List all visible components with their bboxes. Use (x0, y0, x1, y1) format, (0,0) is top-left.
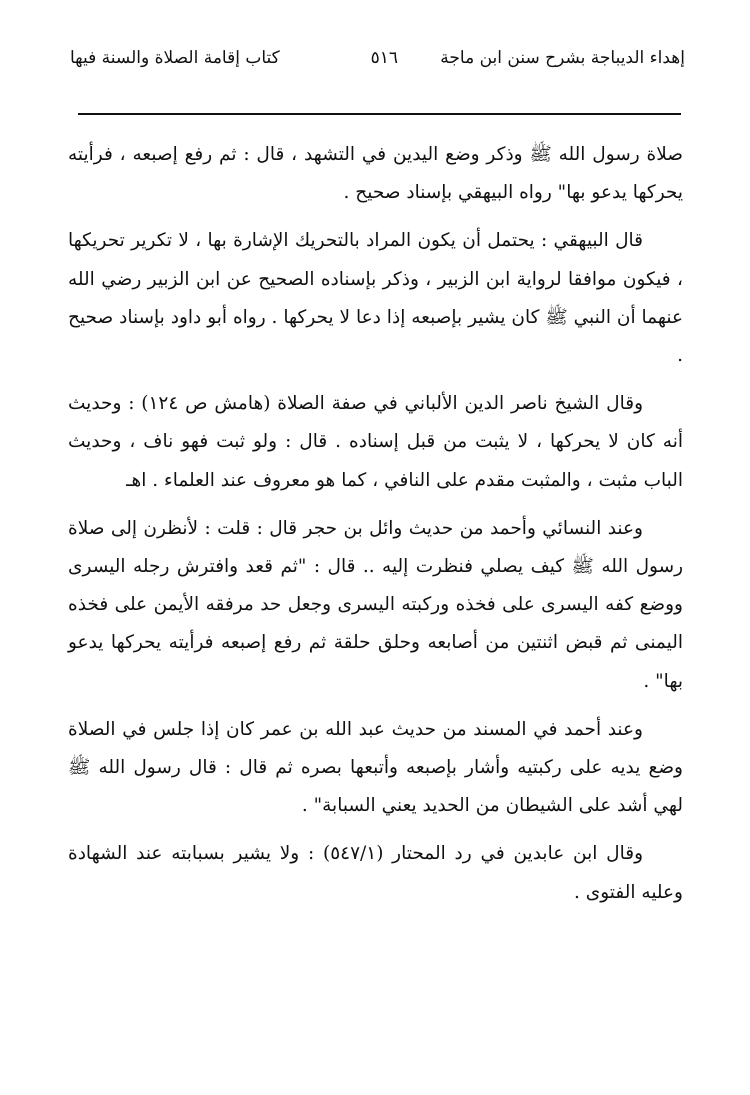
page-body (68, 136, 683, 912)
paragraph-2: قال البيهقي : يحتمل أن يكون المراد بالتحريك الإشارة بها ، لا تكرير تحريكها ، فيكون موافقا لرواية ابن الزبير ، وذكر بإسناده الصحيح عن ابن الزبير رضي الله عنهما أن النبي ﷺ كان يشير بإصبعه إذا دعا لا يحركها . رواه أبو داود بإسناد صحيح . (68, 230, 683, 367)
header-divider (78, 113, 681, 115)
paragraph-1: صلاة رسول الله ﷺ وذكر وضع اليدين في التشهد ، قال : ثم رفع إصبعه ، فرأيته يحركها يدعو بها" رواه البيهقي بإسناد صحيح . (68, 144, 683, 204)
paragraph-6: وقال ابن عابدين في رد المحتار (٥٤٧/١) : ولا يشير بسبابته عند الشهادة وعليه الفتوى . (68, 843, 683, 903)
book-title: إهداء الديباجة بشرح سنن ابن ماجة (440, 48, 685, 68)
paragraph-5: وعند أحمد في المسند من حديث عبد الله بن عمر كان إذا جلس في الصلاة وضع يديه على ركبتيه وأشار بإصبعه وأتبعها بصره ثم قال : قال رسول الله ﷺ لهي أشد على الشيطان من الحديد يعني السبابة" . (68, 718, 683, 817)
paragraph-3: وقال الشيخ ناصر الدين الألباني في صفة الصلاة (هامش ص ١٢٤) : وحديث أنه كان لا يحركها ، لا يثبت من قبل إسناده . قال : ولو ثبت فهو ناف ، وحديث الباب مثبت ، والمثبت مقدم على النافي ، كما هو معروف عند العلماء . اهـ (68, 393, 683, 491)
page-number: ٥١٦ (370, 48, 398, 68)
chapter-title: كتاب إقامة الصلاة والسنة فيها (70, 48, 280, 68)
paragraph-4: وعند النسائي وأحمد من حديث وائل بن حجر قال : قلت : لأنظرن إلى صلاة رسول الله ﷺ كيف يصلي فنظرت إليه .. قال : "ثم قعد وافترش رجله اليسرى ووضع كفه اليسرى على فخذه وركبته اليسرى وجعل حد مرفقه الأيمن على فخذه اليمنى ثم قبض اثنتين من أصابعه وحلق حلقة ثم رفع إصبعه فرأيته يحركها يدعو بها" . (68, 517, 683, 692)
page-header (70, 48, 685, 78)
